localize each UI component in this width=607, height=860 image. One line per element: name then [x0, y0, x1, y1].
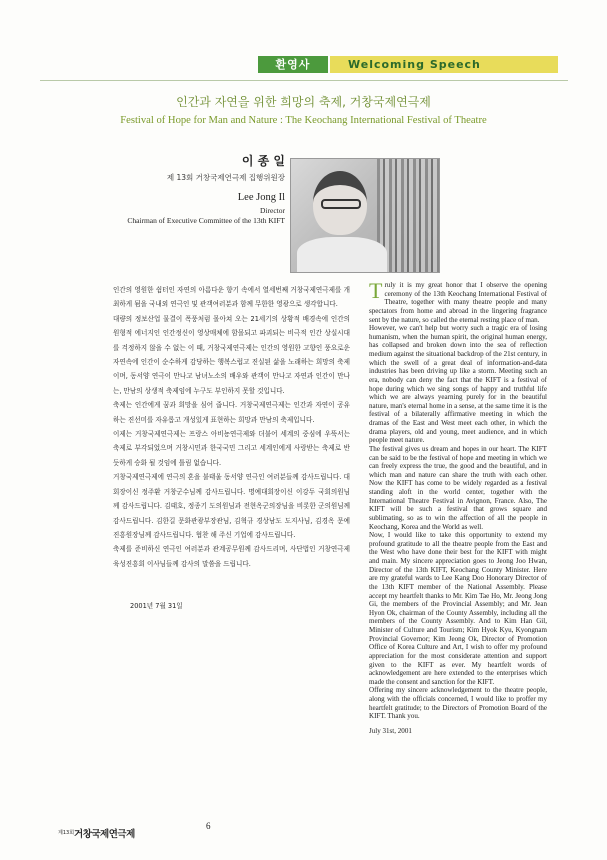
- header-divider: [40, 80, 568, 81]
- author-block: [65, 152, 285, 225]
- footer-festival-logo: [58, 822, 135, 841]
- title-english: Festival of Hope for Man and Nature : The Keochang International Festival of Theatre: [120, 115, 487, 126]
- ko-paragraph-4: 이제는 거창국제연극제는 프랑스 아비뇽연극제와 더불어 세계의 중심에 우뚝서는 축제로 부각되었으며 거창시민과 한국국민 그리고 세계인에게 사랑받는 축제로 반듯하게 승화 될 것임에 틀림 없습니다.: [113, 430, 350, 467]
- en-paragraph-4: Now, I would like to take this opportunity to extend my profound gratitude to all the theatre people from the East and the West who have done their best for the KIFT with might and main. My sincere appreciation goes to Jeong Joo Hwan, Director of the 13th KIFT, Keochang County Minister. Here are my grateful wards to Lee Kang Doo Honorary Director of the 13th KIFT member of the National Assembly. Please accept my heartfelt thanks to Mr. Kim Tae Ho, Mr. Jeong Jong Gi, the members of the Provincial Assembly; and Mr. Jean Hyon Ok, chairman of the County Assembly, including all the members of the County Assembly. And to Kim Han Gil, Minister of Culture and Tourism; Kim Hyok Kyu, Kyongnam Provincial Governor; Kim Jeong Ok, Director of Promotion Office of Korea Culture and Art, I wish to offer my profound appreciation for the most considerate attention and support given to the KIFT as ever. My heartfelt words of acknowledgement are here extended to the enterprises which made the consent and sanction for the KIFT.: [369, 531, 547, 686]
- ko-paragraph-2: 대량의 정보산업 물결이 폭풍처럼 몰아쳐 오는 21세기의 상황적 배경속에 인간의 원형적 에너지인 인간정신이 영상매체에 함몰되고 파괴되는 비극적 인간 상실시대를 걱정하지 않을 수 없는 이 때, 거창국제연극제는 인간의 영원한 고향인 풍요로운 자연속에 인간이 순수하게 감당하는 행복스럽고 진실된 삶을 노래하는 희망의 축제이며, 동서양 연극이 만나고 남녀노소의 배우와 관객이 만나고 자연과 인간이 만나는, 만남의 상생적 축제임에 누구도 부인하지 못할 것입니다.: [113, 314, 350, 395]
- author-name-ko: 이 종 일: [241, 154, 285, 168]
- footer-logo-small: 제13회: [58, 830, 75, 836]
- date-en: July 31st, 2001: [369, 726, 412, 735]
- en-paragraph-1: ruly it is my great honor that I observe the opening ceremony of the 13th Keochang International Festival of Theatre, together with many theatre people and many spectators from home and abroad in the lingering fragrance sent by the nature, so called the eternal resting place of man.: [369, 281, 547, 324]
- ko-paragraph-6: 축제를 준비하신 연극인 여러분과 관계공무원께 감사드리며, 사단법인 거창연극제 육성진흥회 이사님들께 감사의 말씀을 드립니다.: [113, 545, 350, 568]
- banner-label-ko: 환영사: [258, 56, 328, 73]
- portrait-glasses: [321, 199, 361, 209]
- ko-paragraph-5: 거창국제연극제에 연극의 혼을 불태울 동서양 연극인 여러분들께 감사드립니다. 대회장이신 정주환 거창군수님께 감사드립니다. 명예대회장이신 이강두 국회의원님께 감사드립니다. 김태호, 정종기 도의원님과 전현옥군의장님을 비롯한 군의원님께 감사드립니다. 김한길 문화관광부장관님, 김혁규 경상남도 도지사님, 김경옥 문예진흥원장님께 감사드립니다. 협찬 해 주신 기업에 감사드립니다.: [113, 473, 350, 539]
- korean-text-column: [113, 283, 350, 571]
- date-ko: 2001년 7월 31일: [130, 602, 183, 610]
- author-name-en: Lee Jong Il: [237, 192, 285, 203]
- author-portrait-photo: [290, 158, 440, 273]
- header-banner: [258, 56, 558, 73]
- ko-paragraph-1: 인간의 영원한 쉼터인 자연의 아름다운 향기 속에서 열세번째 거창국제연극제를 개최하게 됨을 국내외 연극인 및 관객여러분과 함께 무한한 영광으로 생각합니다.: [113, 286, 350, 309]
- footer-logo-text: 거창국제연극제: [74, 829, 135, 840]
- en-paragraph-3: The festival gives us dream and hopes in our heart. The KIFT can be said to be the festival of hope and meeting in which we can freely express the true, the good and the beautiful, and in which man and nature can share the truth with each other. Now the KIFT has come to be widely regarded as a festival standing aloft in the world center, together with the International Theatre Festival in Avignon, France. Also, The KIFT will be such a festival that grows square and sublimating, so as to win the affection of all the people in Keochang, Korea and the World as well.: [369, 444, 547, 531]
- author-role-en-1: Director: [260, 206, 285, 215]
- en-paragraph-5: Offering my sincere acknowledgement to the theatre people, along with the officials concerned, I would like to proffer my heartfelt gratitude; to the Directors of Promotion Board of the KIFT. Thank you.: [369, 686, 547, 721]
- author-role-ko: 제 13회 거창국제연극제 집행위원장: [166, 173, 285, 182]
- author-role-en-2: Chairman of Executive Committee of the 13th KIFT: [127, 216, 285, 225]
- ko-paragraph-3: 축제는 인간에게 꿈과 희망을 심어 줍니다. 거창국제연극제는 인간과 자연이 공유하는 진선미를 자유롭고 개성있게 표현하는 희망과 만남의 축제입니다.: [113, 401, 350, 424]
- title-korean: 인간과 자연을 위한 희망의 축제, 거창국제연극제: [176, 95, 431, 109]
- english-text-column: [369, 278, 547, 736]
- portrait-shoulders: [297, 237, 387, 273]
- page-number: 6: [206, 821, 211, 831]
- drop-cap: T: [369, 278, 383, 303]
- en-paragraph-2: However, we can't help but worry such a tragic era of losing humanism, when the human spirit, the original human energy, has collapsed and broken down into the sea of reflection medium against the situational backdrop of the 21st century, in which the swell of a great deal of information-and-data industries has been driving up like a storm. Meeting such an era, nobody can deny the fact that the KIFT is a festival of hope during which we sing songs of happy and truthful life which we are always yearning purely for in the beautiful nature, man's eternal home in a sense, at the same time it is the festival of a bilaterally affirmative meeting in which the dramas of the East and West meet each other, in which the drama players, old and young, meet audience, and in which people meet nature.: [369, 324, 547, 445]
- banner-label-en: Welcoming Speech: [330, 56, 558, 73]
